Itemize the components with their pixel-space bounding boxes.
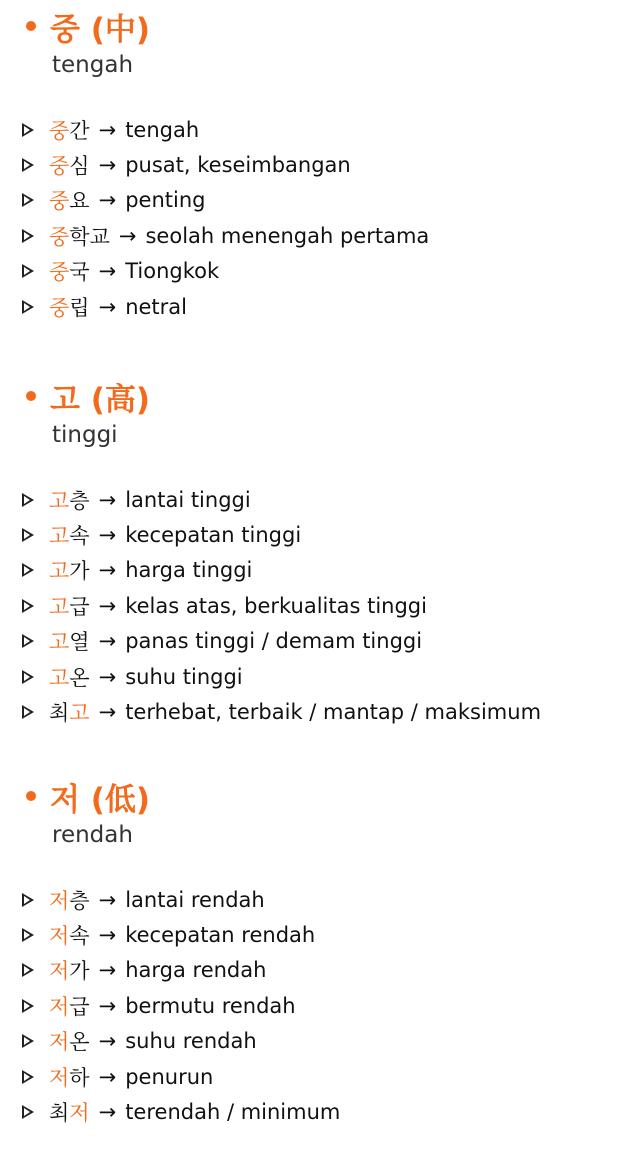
list-item	[22, 694, 541, 729]
word-highlight: 고	[49, 559, 70, 584]
word-highlight: 중	[49, 189, 70, 214]
word-meaning: tengah	[125, 117, 200, 142]
word-suffix: 가	[69, 559, 90, 584]
word-highlight: 고	[69, 701, 90, 726]
triangle-bullet-icon	[22, 158, 34, 172]
word-highlight: 중	[49, 118, 70, 143]
word-suffix: 심	[69, 154, 90, 179]
word-suffix: 간	[69, 118, 90, 143]
arrow-icon: →	[98, 188, 117, 213]
arrow-icon: →	[98, 294, 117, 319]
arrow-icon: →	[98, 958, 117, 983]
word-meaning: lantai rendah	[125, 887, 265, 912]
word-highlight: 저	[49, 994, 70, 1019]
list-item	[22, 588, 541, 623]
word-highlight: 저	[49, 1030, 70, 1055]
word-meaning: kelas atas, berkualitas tinggi	[125, 593, 427, 618]
arrow-icon: →	[98, 523, 117, 548]
arrow-icon: →	[98, 1100, 117, 1125]
word-highlight: 중	[49, 260, 70, 285]
word-suffix: 속	[69, 524, 90, 549]
arrow-icon: →	[98, 664, 117, 689]
word-highlight: 중	[49, 154, 70, 179]
list-item	[22, 659, 541, 694]
word-suffix: 국	[69, 260, 90, 285]
word-suffix: 급	[69, 994, 90, 1019]
word-prefix: 최	[49, 701, 70, 726]
arrow-icon: →	[98, 1064, 117, 1089]
word-meaning: bermutu rendah	[125, 993, 296, 1018]
arrow-icon: →	[98, 558, 117, 583]
triangle-bullet-icon	[22, 528, 34, 542]
word-highlight: 저	[49, 1065, 70, 1090]
triangle-bullet-icon	[22, 229, 34, 243]
word-suffix: 하	[69, 1065, 90, 1090]
word-meaning: penting	[125, 188, 206, 213]
word-meaning: suhu rendah	[125, 1029, 257, 1054]
list-item	[22, 112, 429, 147]
triangle-bullet-icon	[22, 123, 34, 137]
list-item	[22, 1024, 340, 1059]
list-item	[22, 988, 340, 1023]
arrow-icon: →	[98, 993, 117, 1018]
word-highlight: 저	[49, 924, 70, 949]
section-heading	[26, 374, 150, 418]
list-item	[22, 289, 429, 324]
word-suffix: 층	[69, 488, 90, 513]
word-highlight: 저	[49, 959, 70, 984]
word-suffix: 립	[69, 295, 90, 320]
triangle-bullet-icon	[22, 1034, 34, 1048]
list-item	[22, 953, 340, 988]
section-meaning: tengah	[52, 52, 134, 78]
section-meaning: tinggi	[52, 422, 118, 448]
word-suffix: 학교	[69, 224, 110, 249]
word-highlight: 중	[49, 224, 70, 249]
list-item	[22, 917, 340, 952]
bullet-dot-icon	[26, 391, 36, 401]
list-item	[22, 218, 429, 253]
word-suffix: 가	[69, 959, 90, 984]
word-highlight: 저	[69, 1101, 90, 1126]
section-meaning: rendah	[52, 822, 133, 848]
arrow-icon: →	[98, 487, 117, 512]
bullet-dot-icon	[26, 21, 36, 31]
arrow-icon: →	[98, 593, 117, 618]
arrow-icon: →	[98, 887, 117, 912]
word-suffix: 요	[69, 189, 90, 214]
arrow-icon: →	[98, 117, 117, 142]
arrow-icon: →	[98, 923, 117, 948]
triangle-bullet-icon	[22, 928, 34, 942]
arrow-icon: →	[118, 223, 137, 248]
word-highlight: 저	[49, 888, 70, 913]
word-meaning: panas tinggi / demam tinggi	[125, 629, 423, 654]
word-meaning: pusat, keseimbangan	[125, 153, 351, 178]
triangle-bullet-icon	[22, 193, 34, 207]
word-highlight: 중	[49, 295, 70, 320]
list-item	[22, 882, 340, 917]
triangle-bullet-icon	[22, 634, 34, 648]
triangle-bullet-icon	[22, 670, 34, 684]
list-item	[22, 183, 429, 218]
word-meaning: harga rendah	[125, 958, 267, 983]
word-suffix: 속	[69, 924, 90, 949]
arrow-icon: →	[98, 153, 117, 178]
list-item	[22, 1059, 340, 1094]
triangle-bullet-icon	[22, 493, 34, 507]
triangle-bullet-icon	[22, 705, 34, 719]
triangle-bullet-icon	[22, 1070, 34, 1084]
arrow-icon: →	[98, 629, 117, 654]
triangle-bullet-icon	[22, 599, 34, 613]
list-item	[22, 624, 541, 659]
triangle-bullet-icon	[22, 999, 34, 1013]
word-meaning: terhebat, terbaik / mantap / maksimum	[125, 700, 542, 725]
section-heading-text: 고 (高)	[50, 381, 151, 418]
list-item	[22, 1094, 340, 1129]
entry-list	[22, 482, 541, 730]
word-meaning: netral	[125, 294, 188, 319]
word-meaning: terendah / minimum	[125, 1100, 341, 1125]
word-suffix: 급	[69, 594, 90, 619]
word-meaning: seolah menengah pertama	[145, 223, 430, 248]
list-item	[22, 254, 429, 289]
word-highlight: 고	[49, 524, 70, 549]
arrow-icon: →	[98, 1029, 117, 1054]
word-suffix: 온	[69, 665, 90, 690]
word-highlight: 고	[49, 665, 70, 690]
word-meaning: kecepatan rendah	[125, 923, 316, 948]
triangle-bullet-icon	[22, 264, 34, 278]
section-heading	[26, 774, 150, 818]
entry-list	[22, 112, 429, 324]
word-highlight: 고	[49, 630, 70, 655]
bullet-dot-icon	[26, 791, 36, 801]
word-prefix: 최	[49, 1101, 70, 1126]
list-item	[22, 482, 541, 517]
word-suffix: 층	[69, 888, 90, 913]
word-suffix: 열	[69, 630, 90, 655]
section-heading	[26, 4, 150, 48]
word-highlight: 고	[49, 488, 70, 513]
triangle-bullet-icon	[22, 893, 34, 907]
entry-list	[22, 882, 340, 1130]
list-item	[22, 553, 541, 588]
arrow-icon: →	[98, 259, 117, 284]
word-meaning: Tiongkok	[125, 259, 220, 284]
section-heading-text: 저 (低)	[50, 781, 151, 818]
arrow-icon: →	[98, 700, 117, 725]
triangle-bullet-icon	[22, 1105, 34, 1119]
triangle-bullet-icon	[22, 563, 34, 577]
section-heading-text: 중 (中)	[50, 11, 151, 48]
word-meaning: kecepatan tinggi	[125, 523, 302, 548]
word-meaning: harga tinggi	[125, 558, 253, 583]
word-meaning: suhu tinggi	[125, 664, 243, 689]
word-highlight: 고	[49, 594, 70, 619]
word-meaning: penurun	[125, 1064, 214, 1089]
triangle-bullet-icon	[22, 300, 34, 314]
list-item	[22, 147, 429, 182]
triangle-bullet-icon	[22, 963, 34, 977]
word-meaning: lantai tinggi	[125, 487, 251, 512]
list-item	[22, 517, 541, 552]
word-suffix: 온	[69, 1030, 90, 1055]
